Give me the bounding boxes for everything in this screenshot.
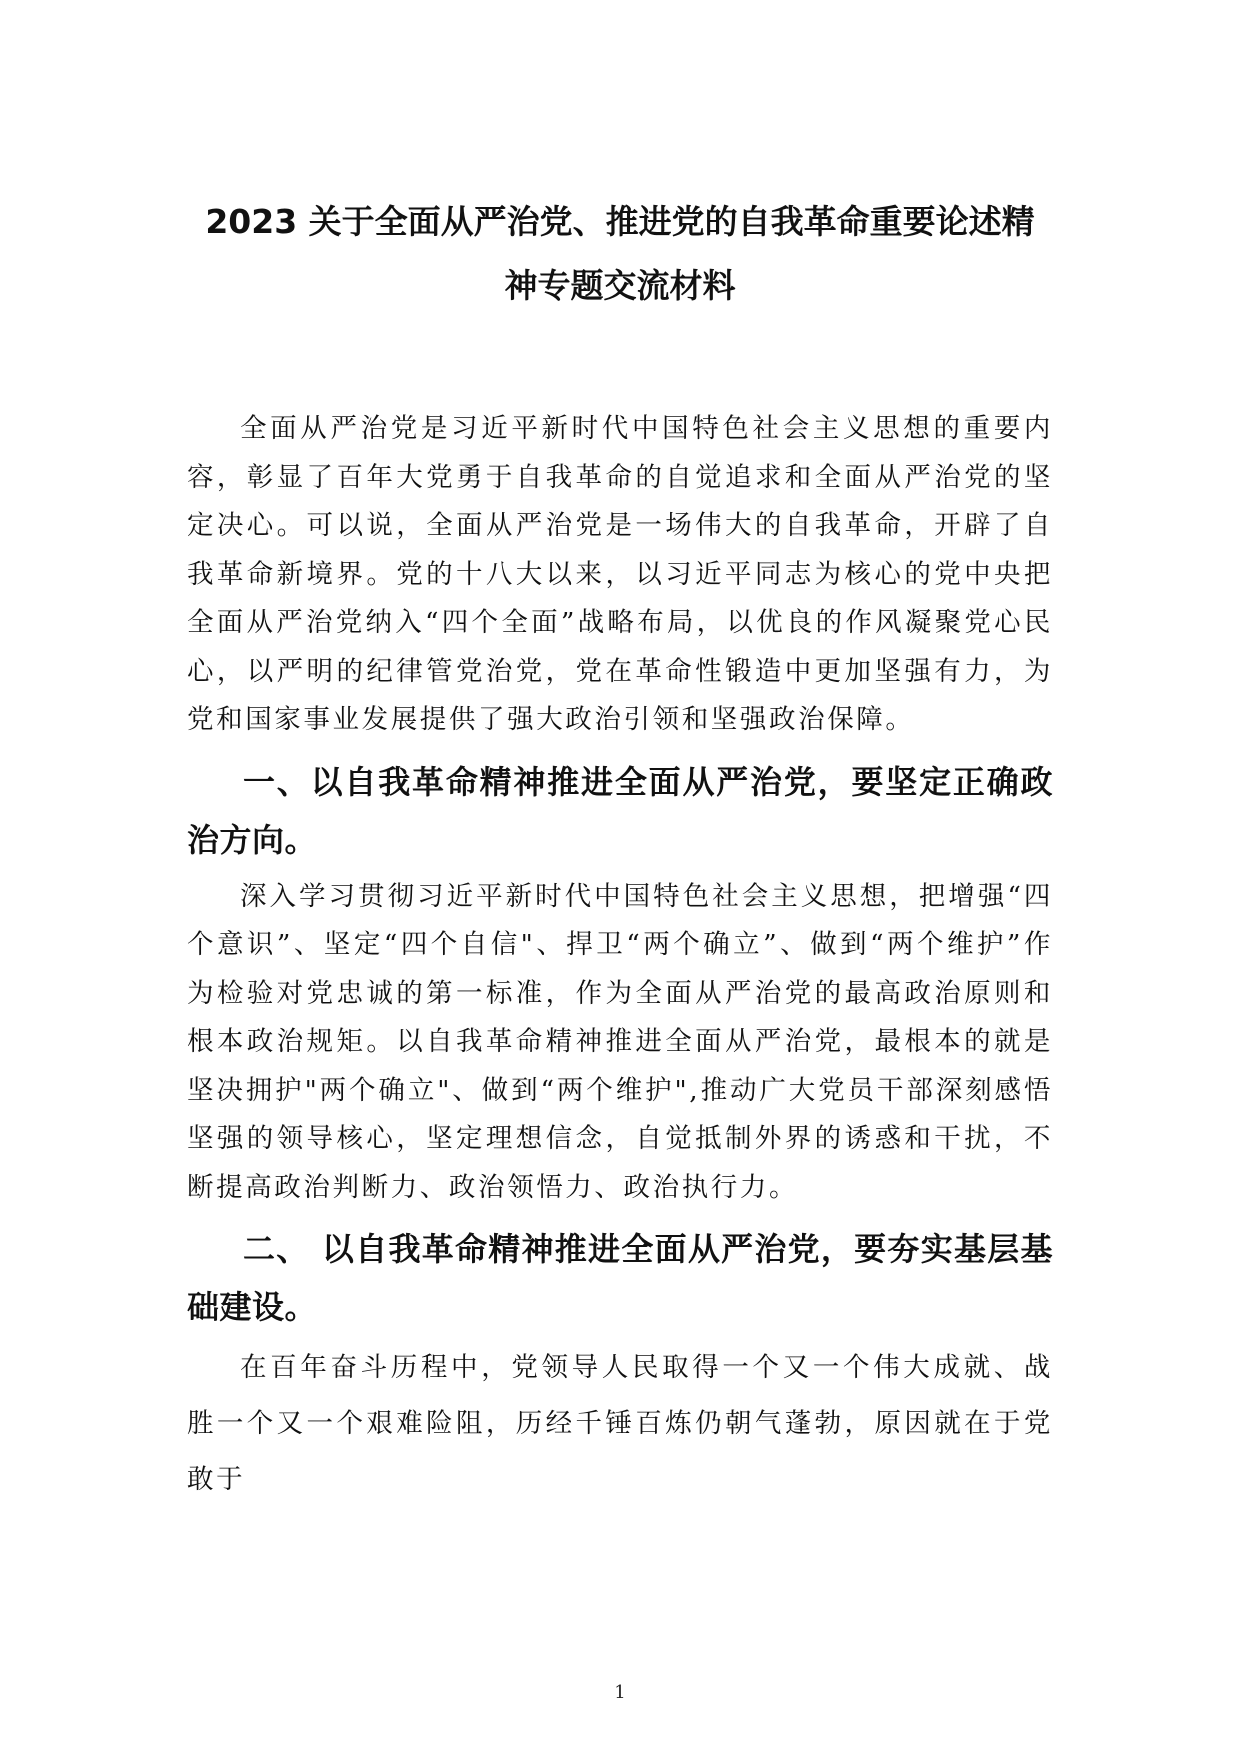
section-1-heading: 一、以自我革命精神推进全面从严治党，要坚定正确政治方向。	[187, 762, 1053, 859]
title-line-1: 2023 关于全面从严治党、推进党的自我革命重要论述精	[205, 202, 1035, 241]
page-number: 1	[614, 1682, 626, 1703]
document-title	[185, 190, 1055, 318]
section-2-heading: 二、 以自我革命精神推进全面从严治党，要夯实基层基础建设。	[187, 1230, 1053, 1326]
section-1-paragraph: 深入学习贯彻习近平新时代中国特色社会主义思想，把增强“四个意识”、坚定“四个自信"、捍卫“两个确立”、做到“两个维护”作为检验对党忠诚的第一标准，作为全面从严治党的最高政治原则和根本政治规矩。以自我革命精神推进全面从严治党，最根本的就是坚决拥护"两个确立"、做到“两个维护",推动广大党员干部深刻感悟坚强的领导核心，坚定理想信念，自觉抵制外界的诱惑和干扰，不断提高政治判断力、政治领悟力、政治执行力。	[187, 880, 1053, 1203]
document-body	[187, 405, 1053, 1508]
title-line-2: 神专题交流材料	[504, 266, 736, 305]
section-2-paragraph: 在百年奋斗历程中，党领导人民取得一个又一个伟大成就、战胜一个又一个艰难险阻，历经千锤百炼仍朝气蓬勃，原因就在于党敢于	[187, 1352, 1053, 1495]
intro-paragraph: 全面从严治党是习近平新时代中国特色社会主义思想的重要内容，彰显了百年大党勇于自我革命的自觉追求和全面从严治党的坚定决心。可以说，全面从严治党是一场伟大的自我革命，开辟了自我革命新境界。党的十八大以来，以习近平同志为核心的党中央把全面从严治党纳入“四个全面”战略布局，以优良的作风凝聚党心民心，以严明的纪律管党治党，党在革命性锻造中更加坚强有力，为党和国家事业发展提供了强大政治引领和坚强政治保障。	[187, 413, 1053, 735]
